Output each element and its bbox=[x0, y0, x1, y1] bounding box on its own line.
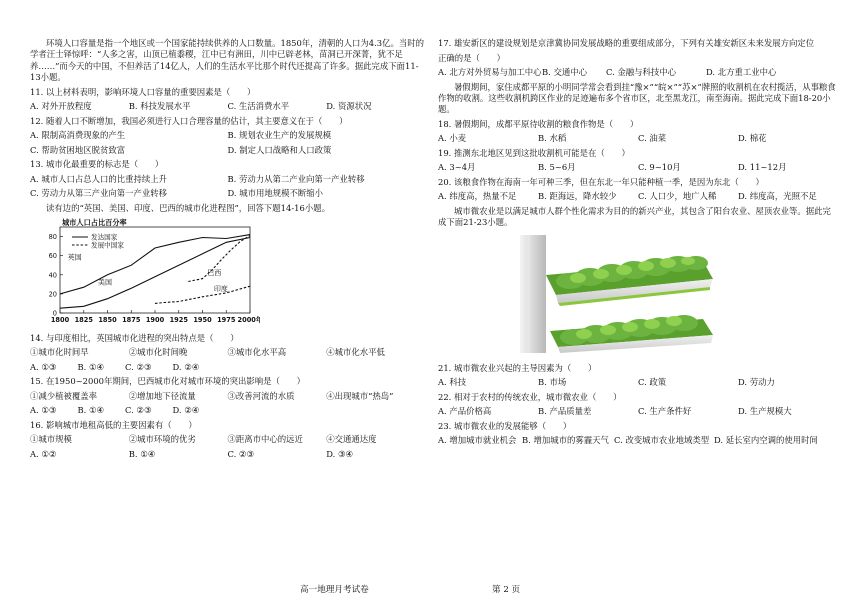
x-tick-label-2: 1850 bbox=[98, 316, 117, 325]
chart-title: 城市人口占比百分率 bbox=[62, 218, 127, 228]
question-20: 20. 该粮食作物在海南一年可种三季，但在东北一年只能种植一季，是因为东北（ ） bbox=[438, 176, 764, 187]
passage-intro-18-20: 暑假期间，家住成都平原的小明同学常会看到挂“豫×”“皖×”“苏×”牌照的收割机在农村揽活，从事粮食作物的收割。这些收割机跨区作业的足迹遍布多个省市区，北至黑龙江，南至海南。据此完成下面18-20小题。 bbox=[438, 81, 836, 115]
question-12-options-row2 bbox=[30, 145, 425, 156]
x-tick-label-4: 1900 bbox=[145, 316, 165, 325]
question-12: 12. 随着人口不断增加，我国必须进行人口合理容量的估计，其主要意义在于（ ） bbox=[30, 115, 348, 126]
urban-micro-farming-photo bbox=[498, 235, 738, 353]
question-14-options bbox=[30, 362, 220, 373]
option-22-a: A. 产品价格高 bbox=[438, 406, 492, 417]
question-14-items bbox=[30, 347, 425, 358]
question-13: 13. 城市化最重要的标志是（ ） bbox=[30, 159, 164, 170]
question-21: 21. 城市微农业兴起的主导因素为（ ） bbox=[438, 362, 597, 373]
item-15-4: ④出现城市“热岛” bbox=[326, 390, 394, 401]
chart-intro: 读有边的“英国、美国、印度、巴西的城市化进程图”，回答下题14-16小题。 bbox=[46, 202, 330, 213]
option-13-b: B. 劳动力从第二产业向第一产业转移 bbox=[227, 173, 365, 184]
option-17-b: B. 交通中心 bbox=[542, 67, 587, 78]
series-label-3: 印度 bbox=[213, 285, 228, 294]
item-14-4: ④城市化水平低 bbox=[326, 347, 385, 358]
question-18: 18. 暑假期间，成都平原待收割的粮食作物是（ ） bbox=[438, 118, 639, 129]
item-15-2: ②增加地下径流量 bbox=[128, 390, 196, 401]
item-16-4: ④交通通达度 bbox=[326, 434, 377, 445]
question-17-continued: 正确的是（ ） bbox=[438, 52, 505, 63]
question-22: 22. 相对于农村的传统农业，城市微农业（ ） bbox=[438, 391, 622, 402]
question-13-options-row1 bbox=[30, 174, 425, 185]
option-15-c: C. ②③ bbox=[125, 405, 152, 416]
option-15-d: D. ②④ bbox=[172, 405, 200, 416]
option-17-d: D. 北方重工业中心 bbox=[706, 67, 777, 78]
option-19-d: D. 11~12月 bbox=[738, 162, 787, 173]
option-20-b: B. 距海远，降水较少 bbox=[538, 191, 617, 202]
question-23-options bbox=[438, 435, 838, 446]
question-13-options-row2 bbox=[30, 188, 425, 199]
y-tick-label-3: 60 bbox=[48, 252, 57, 261]
item-15-3: ③改善河流的水质 bbox=[227, 390, 295, 401]
x-tick-label-7: 1975 bbox=[217, 316, 236, 325]
option-14-d: D. ②④ bbox=[172, 361, 200, 372]
question-19-options bbox=[438, 162, 838, 173]
option-14-b: B. ①④ bbox=[77, 361, 104, 372]
option-22-c: C. 生产条件好 bbox=[638, 406, 692, 417]
option-18-a: A. 小麦 bbox=[438, 133, 467, 144]
option-16-d: D. ③④ bbox=[326, 448, 354, 459]
option-18-c: C. 油菜 bbox=[638, 133, 667, 144]
option-23-d: D. 延长室内空调的使用时间 bbox=[714, 435, 818, 446]
option-16-c: C. ②③ bbox=[227, 448, 254, 459]
question-15-options bbox=[30, 405, 220, 416]
page-number: 第 2 页 bbox=[492, 585, 521, 595]
y-tick-label-4: 80 bbox=[48, 233, 57, 242]
item-14-1: ①城市化时间早 bbox=[30, 347, 89, 358]
option-13-c: C. 劳动力从第三产业向第一产业转移 bbox=[30, 188, 168, 199]
option-11-a: A. 对外开放程度 bbox=[30, 101, 92, 112]
option-21-b: B. 市场 bbox=[538, 377, 567, 388]
item-14-3: ③城市化水平高 bbox=[227, 347, 287, 358]
legend-label-developed: 发达国家 bbox=[91, 233, 118, 242]
left-column bbox=[30, 38, 425, 463]
item-16-2: ②城市环境的优劣 bbox=[128, 434, 196, 445]
option-23-a: A. 增加城市就业机会 bbox=[438, 435, 517, 446]
option-21-c: C. 政策 bbox=[638, 377, 667, 388]
option-18-d: D. 棉花 bbox=[738, 133, 767, 144]
question-21-options bbox=[438, 377, 838, 388]
option-17-c: C. 金融与科技中心 bbox=[606, 67, 677, 78]
question-14: 14. 与印度相比，英国城市化进程的突出特点是（ ） bbox=[30, 332, 239, 343]
question-11-options bbox=[30, 101, 425, 112]
option-15-b: B. ①④ bbox=[77, 405, 104, 416]
option-12-b: B. 规划农业生产的发展规模 bbox=[227, 130, 332, 141]
question-17: 17. 雄安新区的建设规划是京津冀协同发展战略的重要组成部分，下列有关雄安新区未来发展方向定位 bbox=[438, 38, 815, 48]
series-line-3 bbox=[155, 287, 250, 304]
x-tick-label-5: 1925 bbox=[169, 316, 188, 325]
y-tick-label-1: 20 bbox=[48, 290, 57, 299]
option-16-b: B. ①④ bbox=[128, 448, 156, 459]
x-tick-label-8: 2000年 bbox=[237, 316, 260, 325]
question-12-options-row1 bbox=[30, 130, 425, 141]
option-19-b: B. 5~6月 bbox=[538, 162, 576, 173]
question-15-items bbox=[30, 391, 425, 402]
option-12-d: D. 制定人口战略和人口政策 bbox=[227, 144, 332, 155]
series-label-1: 美国 bbox=[98, 278, 112, 287]
option-21-a: A. 科技 bbox=[438, 377, 467, 388]
question-20-options bbox=[438, 191, 838, 202]
item-16-1: ①城市规模 bbox=[30, 434, 72, 445]
option-11-b: B. 科技发展水平 bbox=[128, 101, 191, 112]
option-22-d: D. 生产规模大 bbox=[738, 406, 792, 417]
question-23: 23. 城市微农业的发展能够（ ） bbox=[438, 420, 572, 431]
option-21-d: D. 劳动力 bbox=[738, 377, 775, 388]
option-15-a: A. ①③ bbox=[30, 405, 57, 416]
question-17-options bbox=[438, 67, 838, 78]
option-19-a: A. 3~4月 bbox=[438, 162, 476, 173]
x-tick-label-3: 1875 bbox=[122, 316, 141, 325]
option-22-b: B. 产品质量差 bbox=[538, 406, 592, 417]
option-19-c: C. 9~10月 bbox=[638, 162, 681, 173]
option-11-c: C. 生活消费水平 bbox=[227, 101, 290, 112]
option-18-b: B. 水稻 bbox=[538, 133, 567, 144]
option-20-d: D. 纬度高，光照不足 bbox=[738, 191, 817, 202]
item-15-1: ①减少植被覆盖率 bbox=[30, 390, 97, 401]
legend-label-developing: 发展中国家 bbox=[91, 241, 124, 250]
series-label-2: 巴西 bbox=[207, 269, 222, 278]
option-20-c: C. 人口少，地广人稀 bbox=[638, 191, 717, 202]
option-12-a: A. 限制高消费现象的产生 bbox=[30, 130, 126, 141]
option-23-c: C. 改变城市农业地域类型 bbox=[614, 435, 710, 446]
urbanization-chart bbox=[30, 217, 425, 330]
passage-intro-11-13: 环境人口容量是指一个地区或一个国家能持续供养的人口数量。1850年，清朝的人口为4.3亿。当时的学者汪士铎惊呼：“人多之害，山顶已植黍稷，江中已有洲田，川中已辟老林，苗洞已开深菁，犹不足养……”而今天的中国，不但养活了14亿人，人们的生活水平比那个时代还提高了许多。据此完成下面11-13小题。 bbox=[30, 38, 425, 83]
option-12-c: C. 帮助贫困地区脱贫致富 bbox=[30, 144, 126, 155]
question-16-options bbox=[30, 449, 425, 460]
question-19: 19. 推测东北地区见到这批收割机可能是在（ ） bbox=[438, 147, 630, 158]
passage-intro-21-23: 城市微农业是以满足城市人群个性化需求为目的的新兴产业，其包含了阳台农业、屋顶农业等。据此完成下面21-23小题。 bbox=[438, 206, 831, 228]
item-14-2: ②城市化时间晚 bbox=[128, 347, 188, 358]
x-tick-label-1: 1825 bbox=[74, 316, 93, 325]
option-13-d: D. 城市用地规模不断缩小 bbox=[227, 188, 323, 199]
x-tick-label-6: 1950 bbox=[193, 316, 212, 325]
chart-frame bbox=[60, 227, 250, 313]
option-17-a: A. 北方对外贸易与加工中心 bbox=[438, 67, 542, 78]
question-15: 15. 在1950~2000年期间，巴西城市化对城市环境的突出影响是（ ） bbox=[30, 376, 305, 387]
x-tick-label-0: 1800 bbox=[50, 316, 70, 325]
question-16: 16. 影响城市地租高低的主要因素有（ ） bbox=[30, 419, 197, 430]
option-14-c: C. ②③ bbox=[125, 361, 152, 372]
right-column bbox=[438, 38, 838, 450]
series-label-0: 英国 bbox=[67, 253, 82, 262]
planter-shelf-illustration bbox=[498, 235, 738, 353]
item-16-3: ③距离市中心的远近 bbox=[227, 434, 303, 445]
question-11: 11. 以上材料表明，影响环境人口容量的重要因素是（ ） bbox=[30, 86, 256, 97]
option-14-a: A. ①③ bbox=[30, 361, 57, 372]
option-20-a: A. 纬度高，热量不足 bbox=[438, 191, 517, 202]
question-22-options bbox=[438, 406, 838, 417]
urbanization-chart-svg bbox=[30, 217, 260, 327]
y-tick-label-2: 40 bbox=[48, 271, 57, 280]
question-18-options bbox=[438, 133, 838, 144]
option-16-a: A. ①② bbox=[30, 448, 57, 459]
y-tick-label-0: 0 bbox=[52, 309, 57, 318]
exam-title: 高一地理月考试卷 bbox=[300, 585, 369, 595]
question-16-items bbox=[30, 434, 425, 445]
option-23-b: B. 增加城市的雾霾天气 bbox=[522, 435, 609, 446]
option-11-d: D. 资源状况 bbox=[326, 101, 372, 112]
option-13-a: A. 城市人口占总人口的比重持续上升 bbox=[30, 173, 167, 184]
